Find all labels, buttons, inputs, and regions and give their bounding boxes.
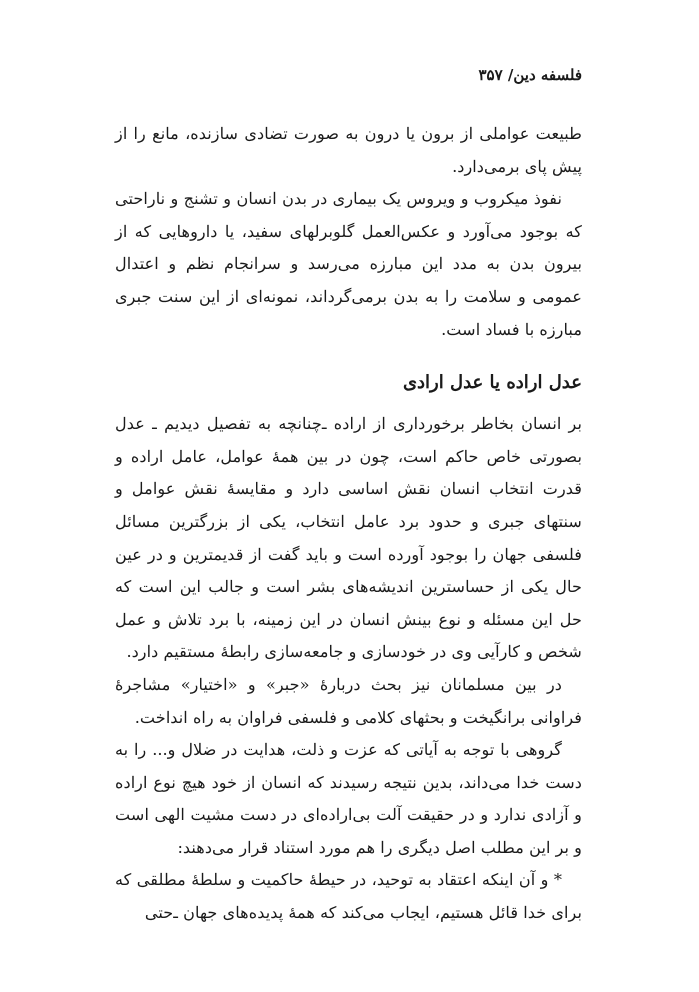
paragraph: طبیعت عواملی از برون یا درون به صورت تضادی سازنده، مانع را از پیش پای برمی‌دارد. — [115, 124, 582, 176]
section-heading: عدل اراده یا عدل ارادی — [402, 372, 582, 394]
paragraph: در بین مسلمانان نیز بحث دربارهٔ «جبر» و «اختیار» مشاجرهٔ فراوانی برانگیخت و بحثهای کلامی و فلسفی فراوان به راه انداخت. — [115, 674, 582, 727]
paragraph: بر انسان بخاطر برخورداری از اراده ـ‌چنانچه به تفصیل دیدیم ـ‌ عدل بصورتی خاص حاکم است، چون در بین همهٔ عوامل، عامل اراده و قدرت انتخاب انسان نقش اساسی دارد و مقایسهٔ نقش عوامل و سنتهای جبری و حدود برد عامل انتخاب، یکی از بزرگترین مسائل فلسفی جهان را بوجود آورده است و باید گفت از قدیمترین و در عین حال یکی از حساسترین اندیشه‌های بشر است و جالب این است که حل این مسئله و نوع بینش انسان در این زمینه، با برد تلاش و عمل شخص و کارآیی وی در خودسازی و جامعه‌سازی رابطهٔ مستقیم دارد. — [115, 414, 582, 662]
running-header: فلسفه دین/ ۳۵۷ — [478, 66, 582, 84]
body-text — [115, 118, 582, 930]
paragraph: * و آن اینکه اعتقاد به توحید، در حیطهٔ حاکمیت و سلطهٔ مطلقی که برای خدا قائل هستیم، ایجاب می‌کند که همهٔ پدیده‌های جهان ـ‌حتی — [115, 870, 582, 923]
paragraph: نفوذ میکروب و ویروس یک بیماری در بدن انسان و تشنج و ناراحتی که بوجود می‌آورد و عکس‌العمل گلوبرلهای سفید، یا داروهایی که از بیرون بدن به مدد این مبارزه می‌رسد و سرانجام نظم و اعتدال عمومی و سلامت را به بدن برمی‌گرداند، نمونه‌ای از این سنت جبری مبارزه با فساد است. — [115, 189, 582, 339]
paragraph: گروهی با توجه به آیاتی که عزت و ذلت، هدایت در ضلال و... را به دست خدا می‌داند، بدین نتیجه رسیدند که انسان از خود هیچ نوع اراده و آزادی ندارد و در حقیقت آلت بی‌اراده‌ای در دست مشیت الهی است و بر این مطلب اصل دیگری را هم مورد استناد قرار می‌دهند: — [115, 740, 582, 857]
